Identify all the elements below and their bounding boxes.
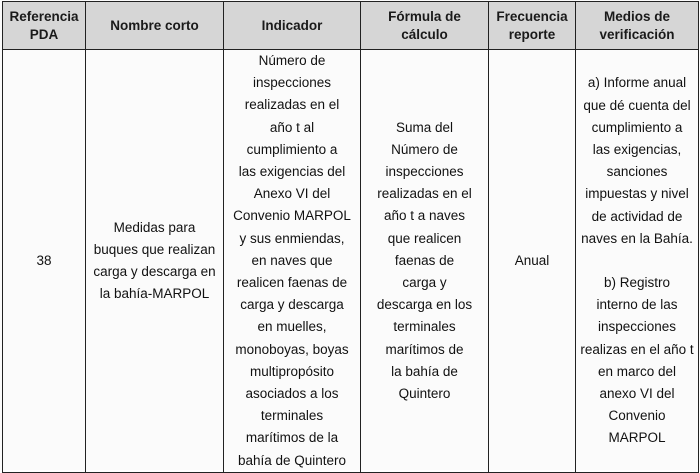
medios-spacer (580, 250, 694, 272)
indicador-value: Número de inspecciones realizadas en el año t al cumplimiento a las exigencias del Anexo VI del Convenio MARPOL y sus enmiendas, en naves que realicen faenas de carga y descarga en muelles, monoboyas, boyas multipropósito asociados a los terminales marítimos de la bahía de Quintero (233, 53, 351, 468)
header-medios-verificacion (576, 2, 699, 50)
header-indicador-label: Indicador (261, 17, 323, 33)
header-frecuencia-reporte (489, 2, 576, 50)
header-formula-label: Fórmula de cálculo (388, 8, 461, 42)
header-medios-label: Medios de verificación (599, 8, 675, 42)
cell-indicador (224, 50, 361, 473)
frecuencia-value: Anual (514, 252, 550, 268)
header-frecuencia-label: Frecuencia reporte (496, 8, 568, 42)
table-row (3, 50, 699, 473)
cell-formula (361, 50, 489, 473)
nombre-corto-value: Medidas para buques que realizan carga y descarga en la bahía-MARPOL (93, 219, 216, 302)
cell-referencia (3, 50, 86, 473)
cell-frecuencia (489, 50, 576, 473)
medios-item-b: b) Registro interno de las inspecciones realizas en el año t en marco del anexo VI del Convenio MARPOL (580, 274, 694, 446)
referencia-value: 38 (36, 252, 52, 268)
pda-indicator-table (2, 1, 699, 473)
header-nombre-corto-label: Nombre corto (110, 17, 199, 33)
header-formula-calculo (361, 2, 489, 50)
header-nombre-corto (86, 2, 224, 50)
header-referencia-pda (3, 2, 86, 50)
medios-item-a: a) Informe anual que dé cuenta del cumplimiento a las exigencias, sanciones impuestas y nivel de actividad de naves en la Bahía. (581, 75, 693, 246)
cell-nombre-corto (86, 50, 224, 473)
header-referencia-label: Referencia PDA (9, 8, 79, 42)
table-header (3, 2, 699, 50)
formula-value: Suma del Número de inspecciones realizadas en el año t a naves que realicen faenas de carga y descarga en los terminales marítimos de la bahía de Quintero (376, 119, 473, 402)
header-indicador (224, 2, 361, 50)
table-body (3, 50, 699, 473)
cell-medios-verificacion (576, 50, 699, 473)
header-row (3, 2, 699, 50)
